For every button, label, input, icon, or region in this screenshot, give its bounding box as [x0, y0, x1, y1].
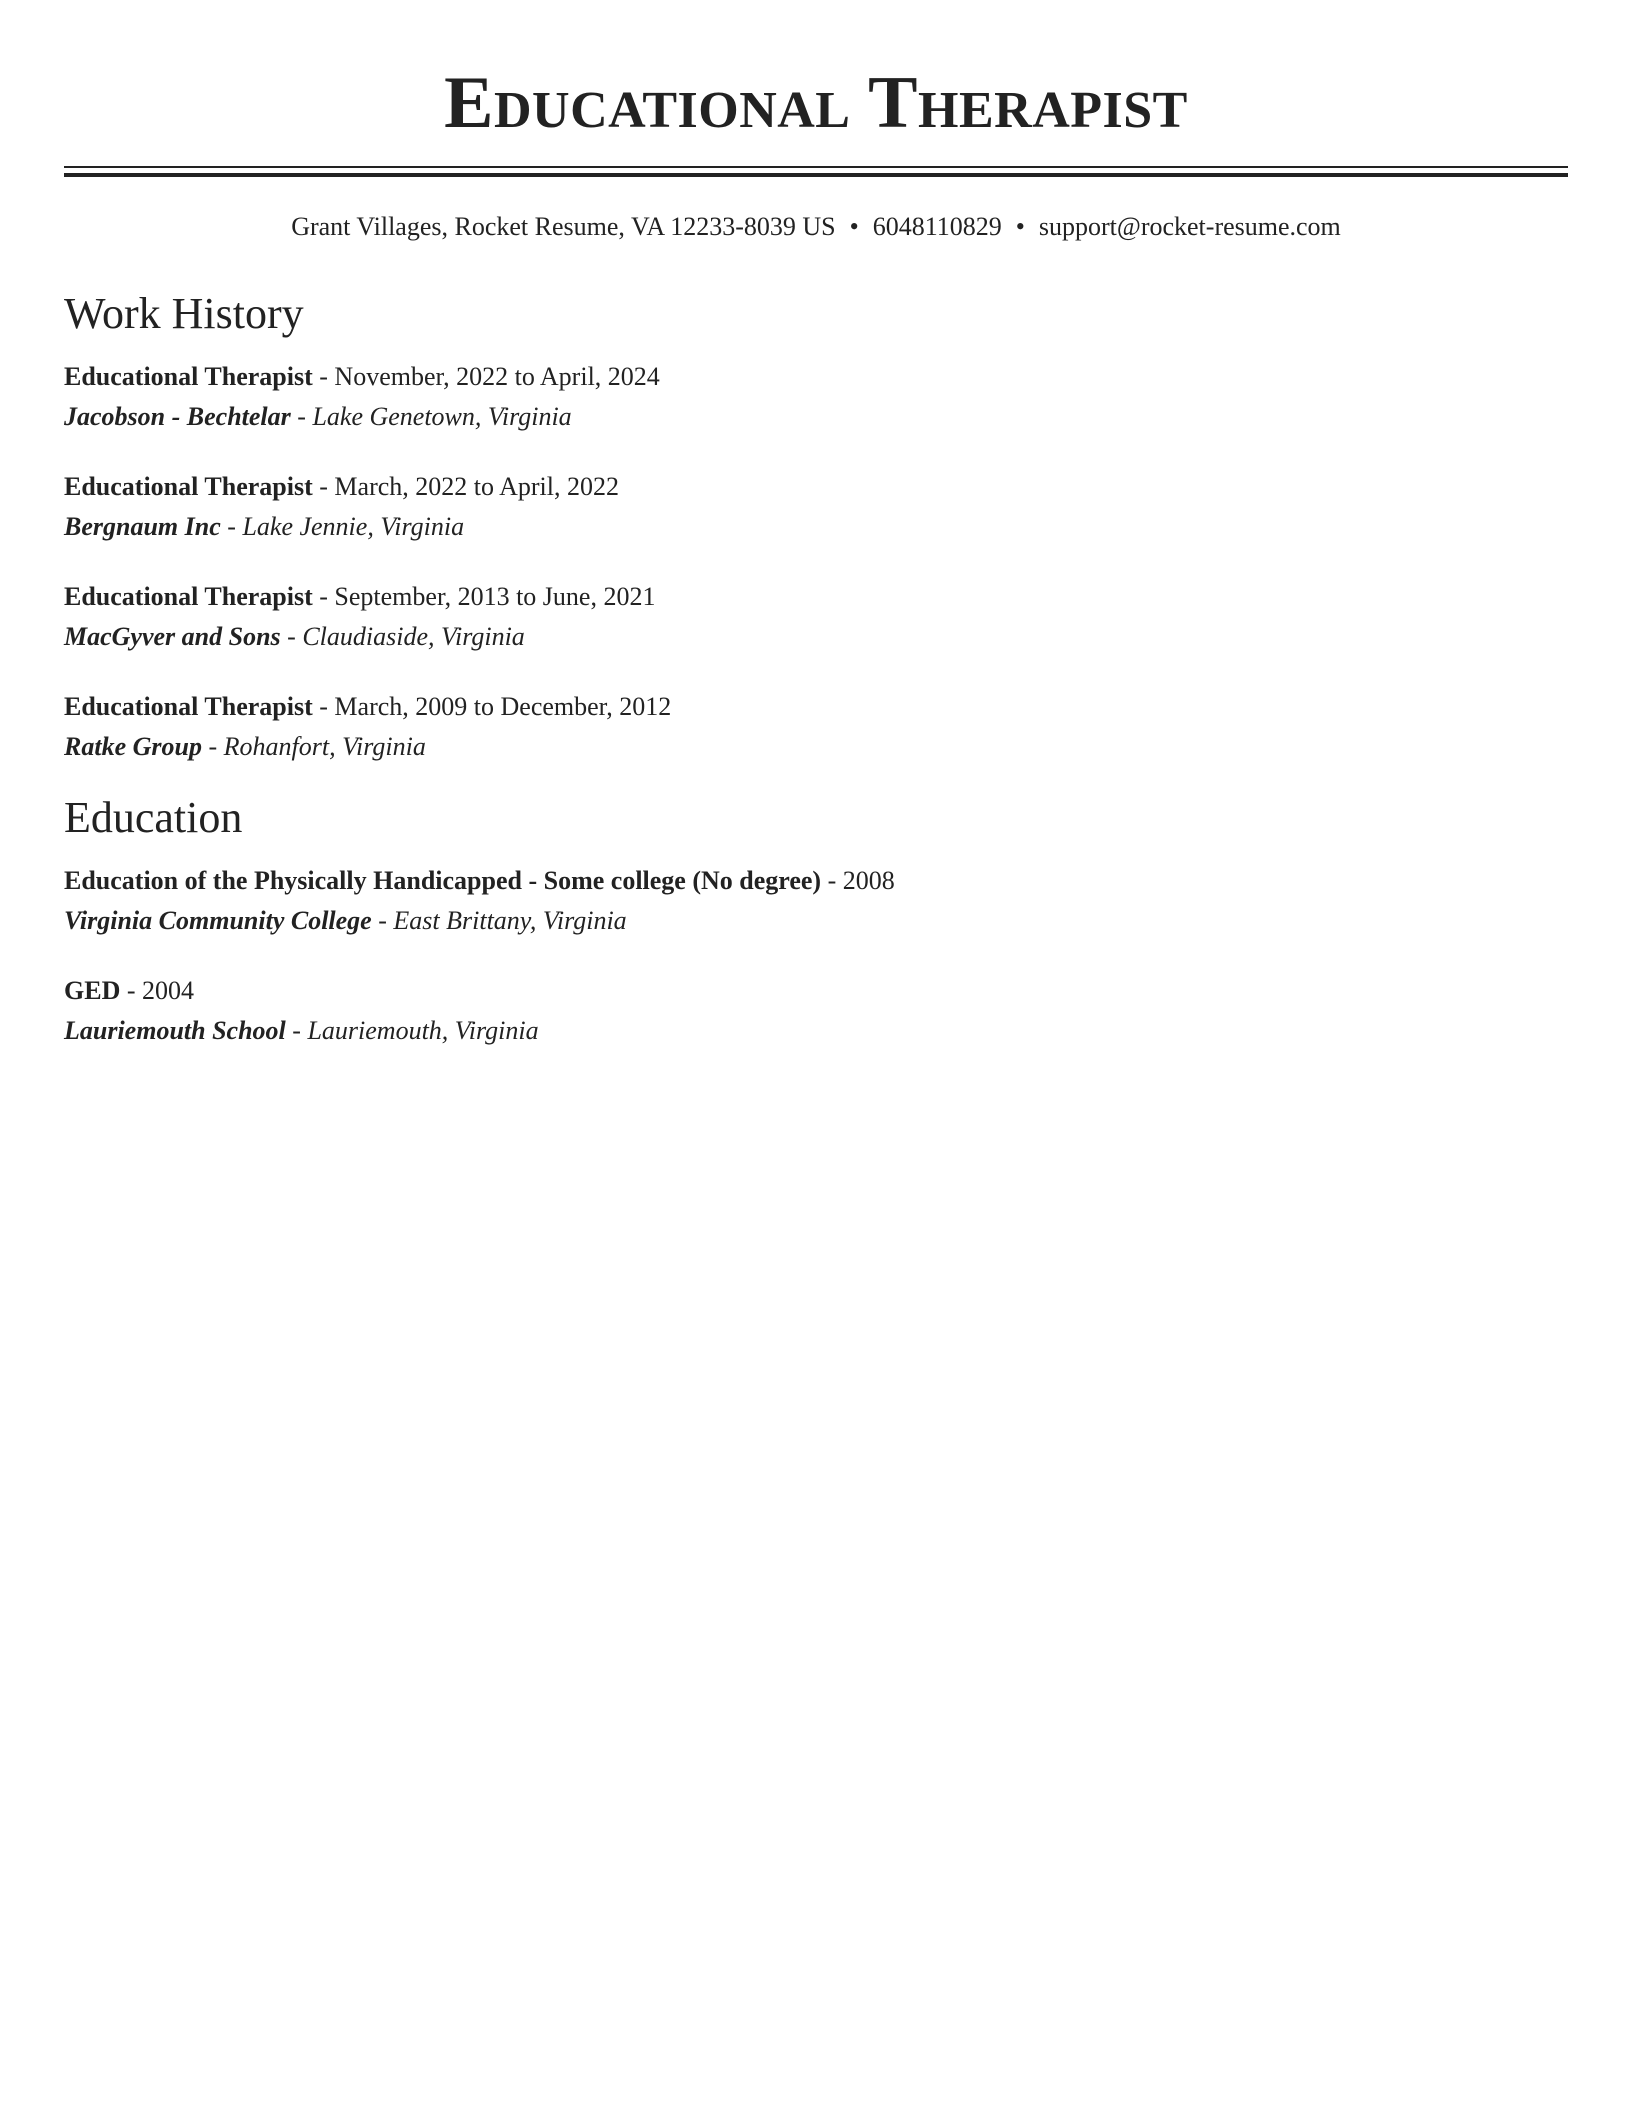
dash: - [371, 906, 394, 935]
education-location: Lauriemouth, Virginia [307, 1016, 539, 1045]
work-company: Ratke Group [64, 732, 202, 761]
contact-phone: 6048110829 [872, 212, 1002, 241]
dash: - [821, 866, 843, 895]
dash: - [220, 512, 243, 541]
work-entry [64, 467, 1568, 547]
work-location: Claudiaside, Virginia [302, 622, 525, 651]
work-dates: November, 2022 to April, 2024 [334, 362, 660, 391]
education-year: 2004 [142, 976, 195, 1005]
work-entry [64, 357, 1568, 437]
contact-email: support@rocket-resume.com [1038, 212, 1341, 241]
dash: - [280, 622, 303, 651]
education-entry-school-line [64, 1011, 1568, 1051]
education-entry [64, 971, 1568, 1051]
work-role: Educational Therapist [64, 692, 313, 721]
education-year: 2008 [842, 866, 895, 895]
work-entry-title-line [64, 577, 1568, 617]
work-entry-title-line [64, 357, 1568, 397]
work-entry [64, 577, 1568, 657]
education-heading: Education [64, 793, 243, 842]
education-degree: GED [64, 976, 121, 1005]
education-entry-title-line [64, 971, 1568, 1011]
work-company: Bergnaum Inc [64, 512, 221, 541]
work-company: Jacobson - Bechtelar [64, 402, 291, 431]
education-school: Virginia Community College [64, 906, 372, 935]
contact-separator: • [1015, 212, 1025, 241]
contact-separator: • [849, 212, 859, 241]
work-role: Educational Therapist [64, 472, 313, 501]
work-history-heading: Work History [64, 289, 304, 338]
work-role: Educational Therapist [64, 582, 313, 611]
work-company: MacGyver and Sons [64, 622, 281, 651]
work-dates: March, 2009 to December, 2012 [334, 692, 672, 721]
work-entry-company-line [64, 507, 1568, 547]
resume-page [64, 0, 1568, 1051]
education-school: Lauriemouth School [64, 1016, 286, 1045]
work-role: Educational Therapist [64, 362, 313, 391]
work-dates: March, 2022 to April, 2022 [334, 472, 619, 501]
dash: - [285, 1016, 308, 1045]
dash: - [120, 976, 143, 1005]
contact-line [64, 211, 1568, 243]
work-dates: September, 2013 to June, 2021 [334, 582, 656, 611]
education-degree: Education of the Physically Handicapped - Some college (No degree) [64, 866, 822, 895]
work-location: Lake Jennie, Virginia [242, 512, 465, 541]
dash: - [312, 582, 335, 611]
dash: - [312, 692, 335, 721]
dash: - [312, 362, 335, 391]
dash: - [201, 732, 224, 761]
education-entry-title-line [64, 861, 1568, 901]
work-entry-title-line [64, 687, 1568, 727]
work-location: Rohanfort, Virginia [223, 732, 426, 761]
dash: - [290, 402, 313, 431]
resume-title: Educational Therapist [444, 62, 1188, 144]
work-entry-title-line [64, 467, 1568, 507]
contact-address: Grant Villages, Rocket Resume, VA 12233-8039 US [291, 212, 836, 241]
dash: - [312, 472, 335, 501]
work-location: Lake Genetown, Virginia [312, 402, 572, 431]
title-rule-thin [64, 166, 1568, 168]
education-entry [64, 861, 1568, 941]
work-entry-company-line [64, 617, 1568, 657]
education-location: East Brittany, Virginia [393, 906, 627, 935]
title-rule-thick [64, 173, 1568, 177]
work-entry-company-line [64, 727, 1568, 767]
education-entry-school-line [64, 901, 1568, 941]
work-entry-company-line [64, 397, 1568, 437]
work-entry [64, 687, 1568, 767]
